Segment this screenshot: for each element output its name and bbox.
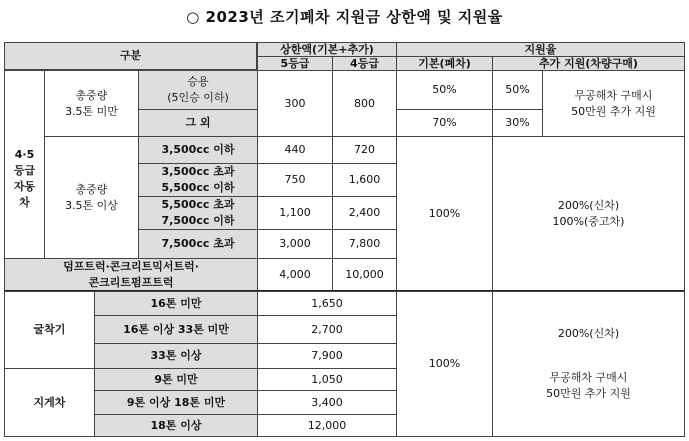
other-extra-rate: 30% <box>492 109 543 137</box>
type-line: (5인승 이하) <box>167 91 229 104</box>
other-basic-rate: 70% <box>396 109 493 137</box>
header-grade4: 4등급 <box>332 56 397 71</box>
cc3-grade4: 2,400 <box>332 196 397 230</box>
construction-extra-top: 200%(신차) <box>557 327 620 341</box>
excavator-range-2: 16톤 이상 33톤 미만 <box>94 315 258 344</box>
forklift-range-1: 9톤 미만 <box>94 368 258 391</box>
forklift-amount-3: 12,000 <box>257 414 397 437</box>
extra-rate-line: 100%(중고차) <box>552 214 625 228</box>
dump-truck-label <box>4 258 258 292</box>
type-other: 그 외 <box>138 109 258 137</box>
forklift-range-2: 9톤 이상 18톤 미만 <box>94 390 258 415</box>
passenger-basic-rate: 50% <box>396 70 493 110</box>
subsidy-table <box>4 42 685 437</box>
under35-grade5: 300 <box>257 70 333 137</box>
forklift-amount-1: 1,050 <box>257 368 397 391</box>
type-cc3 <box>138 196 258 230</box>
cc1-grade4: 720 <box>332 136 397 164</box>
header-rate: 지원율 <box>396 42 685 57</box>
extra-rate-line: 200%(신차) <box>557 198 620 212</box>
note-line: 무공해차 구매시 <box>549 371 628 385</box>
vehicle-label-line: 자동 <box>13 180 36 193</box>
type-cc1: 3,500cc 이하 <box>138 136 258 164</box>
note-line: 50만원 추가 지원 <box>571 104 656 118</box>
forklift-range-3: 18톤 이상 <box>94 414 258 437</box>
cc4-grade4: 7,800 <box>332 229 397 259</box>
type-cc4: 7,500cc 초과 <box>138 229 258 259</box>
construction-basic-rate: 100% <box>396 291 493 437</box>
type-line: 7,500cc 이하 <box>161 214 235 227</box>
dump-label-line: 콘크리트펌프트럭 <box>88 275 174 289</box>
cc2-grade4: 1,600 <box>332 163 397 197</box>
construction-extra-rate <box>492 291 685 437</box>
header-extra: 추가 지원(차량구매) <box>492 56 685 71</box>
spacer <box>546 342 631 370</box>
excavator-amount-3: 7,900 <box>257 343 397 369</box>
type-line: 3,500cc 초과 <box>161 165 235 179</box>
type-line: 승용 <box>187 75 209 89</box>
dump-grade5: 4,000 <box>257 258 333 292</box>
header-basic: 기본(폐차) <box>396 56 493 71</box>
excavator-amount-1: 1,650 <box>257 291 397 316</box>
excavator-label: 굴착기 <box>4 291 95 369</box>
over35-basic-rate: 100% <box>396 136 493 292</box>
under35-extra-note <box>542 70 685 137</box>
over35-label-line: 3.5톤 이상 <box>65 198 118 212</box>
type-line: 5,500cc 초과 <box>161 198 235 212</box>
type-passenger <box>138 70 258 110</box>
excavator-range-1: 16톤 미만 <box>94 291 258 316</box>
excavator-amount-2: 2,700 <box>257 315 397 344</box>
vehicle-group-label <box>4 70 45 288</box>
vehicle-label-line: 4·5 <box>14 148 35 162</box>
cc2-grade5: 750 <box>257 163 333 197</box>
header-cap: 상한액(기본+추가) <box>257 42 397 57</box>
over35-label-line: 총중량 <box>75 182 108 196</box>
note-line: 무공해차 구매시 <box>574 88 653 102</box>
dump-label-line: 덤프트럭·콘크리트믹서트럭· <box>63 259 199 273</box>
header-grade5: 5등급 <box>257 56 333 71</box>
cc1-grade5: 440 <box>257 136 333 164</box>
vehicle-label-line: 차 <box>19 195 30 209</box>
vehicle-label-line: 등급 <box>13 164 36 178</box>
header-gubun: 구분 <box>4 42 257 70</box>
under35-label <box>44 70 139 137</box>
type-line: 5,500cc 이하 <box>161 181 235 194</box>
over35-extra-rate <box>492 136 685 292</box>
type-cc2 <box>138 163 258 197</box>
excavator-range-3: 33톤 이상 <box>94 343 258 369</box>
under35-grade4: 800 <box>332 70 397 137</box>
note-line: 50만원 추가 지원 <box>546 386 631 400</box>
passenger-extra-rate: 50% <box>492 70 543 110</box>
dump-grade4: 10,000 <box>332 258 397 292</box>
under35-label-line: 총중량 <box>75 88 108 102</box>
forklift-amount-2: 3,400 <box>257 390 397 415</box>
cc4-grade5: 3,000 <box>257 229 333 259</box>
page-title: ○ 2023년 조기폐차 지원금 상한액 및 지원율 <box>186 8 503 26</box>
under35-label-line: 3.5톤 미만 <box>65 104 118 118</box>
over35-label <box>44 136 139 259</box>
forklift-label: 지게차 <box>4 368 95 437</box>
cc3-grade5: 1,100 <box>257 196 333 230</box>
